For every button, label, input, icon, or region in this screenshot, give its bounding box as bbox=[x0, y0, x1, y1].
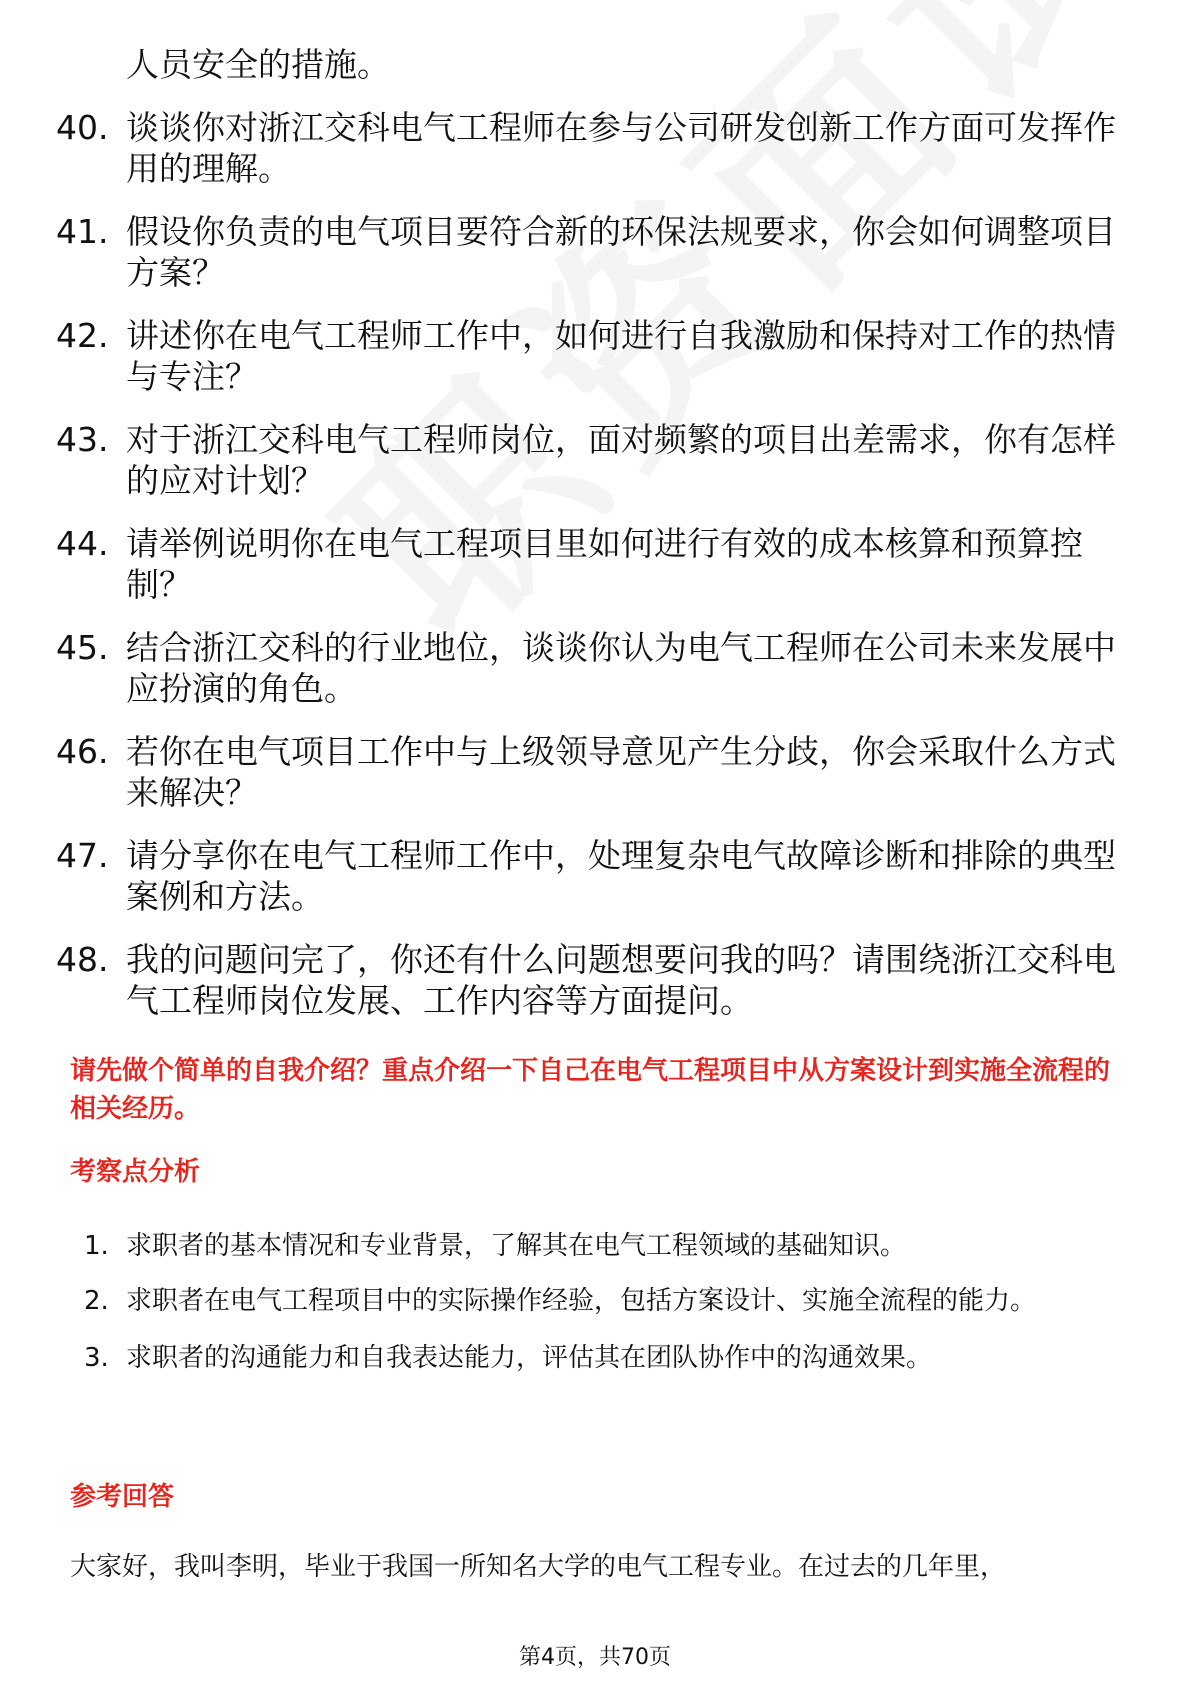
question-number: 40. bbox=[56, 108, 109, 147]
question-text: 对于浙江交科电气工程师岗位，面对频繁的项目出差需求，你有怎样的应对计划？ bbox=[126, 420, 1116, 500]
question-item bbox=[56, 107, 1116, 189]
answer-text: 大家好，我叫李明，毕业于我国一所知名大学的电气工程专业。在过去的几年里， bbox=[70, 1552, 1007, 1582]
question-text: 假设你负责的电气项目要符合新的环保法规要求，你会如何调整项目方案？ bbox=[126, 212, 1116, 292]
question-text: 结合浙江交科的行业地位，谈谈你认为电气工程师在公司未来发展中应扮演的角色。 bbox=[126, 628, 1116, 708]
analysis-text: 求职者在电气工程项目中的实际操作经验，包括方案设计、实施全流程的能力。 bbox=[126, 1286, 1037, 1316]
analysis-item bbox=[84, 1228, 1104, 1264]
question-item bbox=[56, 523, 1116, 605]
answer-heading: 参考回答 bbox=[70, 1482, 175, 1512]
question-list bbox=[56, 44, 1116, 1043]
question-number: 43. bbox=[56, 420, 109, 459]
featured-question: 请先做个简单的自我介绍？重点介绍一下自己在电气工程项目中从方案设计到实施全流程的相关经历。 bbox=[70, 1056, 1111, 1124]
question-item bbox=[56, 939, 1116, 1021]
question-number: 48. bbox=[56, 940, 109, 979]
analysis-number: 3. bbox=[84, 1343, 109, 1373]
question-item bbox=[56, 315, 1116, 397]
question-text: 请举例说明你在电气工程项目里如何进行有效的成本核算和预算控制？ bbox=[126, 524, 1083, 604]
question-number: 42. bbox=[56, 316, 109, 355]
question-text: 若你在电气项目工作中与上级领导意见产生分歧，你会采取什么方式来解决？ bbox=[126, 732, 1116, 812]
question-item bbox=[56, 835, 1116, 917]
question-item bbox=[56, 627, 1116, 709]
analysis-number: 1. bbox=[84, 1231, 109, 1261]
analysis-list bbox=[84, 1228, 1104, 1376]
page-number-footer: 第4页，共70页 bbox=[519, 1645, 671, 1670]
question-item bbox=[56, 419, 1116, 501]
question-item bbox=[56, 211, 1116, 293]
question-number: 45. bbox=[56, 628, 109, 667]
question-number: 44. bbox=[56, 524, 109, 563]
question-text: 谈谈你对浙江交科电气工程师在参与公司研发创新工作方面可发挥作用的理解。 bbox=[126, 108, 1116, 188]
question-item bbox=[56, 731, 1116, 813]
question-continuation: 人员安全的措施。 bbox=[126, 45, 390, 84]
question-number: 47. bbox=[56, 836, 109, 875]
analysis-item bbox=[84, 1272, 1104, 1330]
analysis-number: 2. bbox=[84, 1286, 109, 1316]
analysis-text: 求职者的基本情况和专业背景，了解其在电气工程领域的基础知识。 bbox=[126, 1231, 907, 1261]
question-number: 46. bbox=[56, 732, 109, 771]
analysis-item bbox=[84, 1340, 1104, 1376]
question-text: 我的问题问完了，你还有什么问题想要问我的吗？请围绕浙江交科电气工程师岗位发展、工作内容等方面提问。 bbox=[126, 940, 1116, 1020]
analysis-text: 求职者的沟通能力和自我表达能力，评估其在团队协作中的沟通效果。 bbox=[126, 1343, 933, 1373]
question-text: 请分享你在电气工程师工作中，处理复杂电气故障诊断和排除的典型案例和方法。 bbox=[126, 836, 1116, 916]
question-text: 讲述你在电气工程师工作中，如何进行自我激励和保持对工作的热情与专注？ bbox=[126, 316, 1116, 396]
analysis-heading: 考察点分析 bbox=[70, 1157, 201, 1187]
question-number: 41. bbox=[56, 212, 109, 251]
